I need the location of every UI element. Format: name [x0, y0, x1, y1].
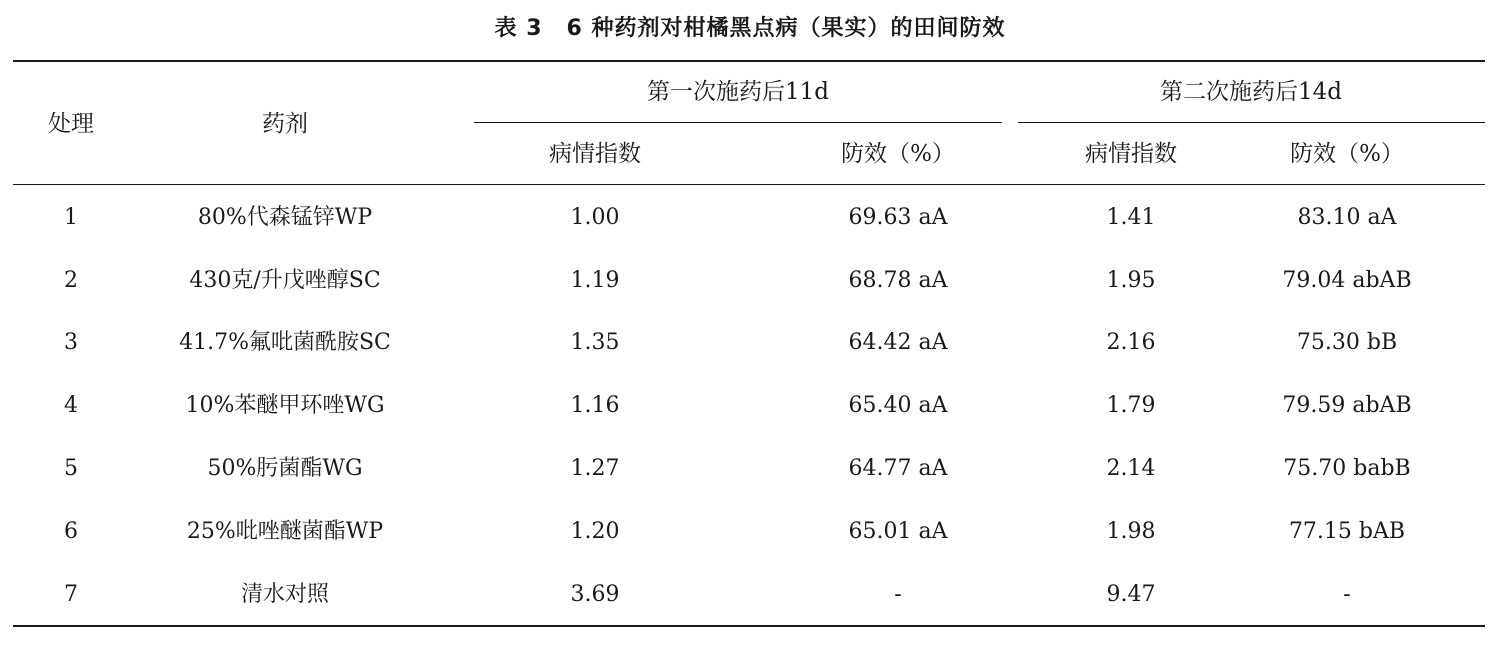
- row2-effect-second: 79.04 abAB: [1282, 268, 1412, 293]
- row3-index-first: 1.35: [570, 330, 620, 355]
- row7-index-first: 3.69: [570, 582, 620, 607]
- row2-index-first: 1.19: [570, 268, 620, 293]
- header-group-first: 第一次施药后11d: [647, 79, 829, 105]
- header-treatment: 处理: [48, 111, 94, 137]
- row7-treatment: 7: [64, 582, 78, 607]
- row3-effect-second: 75.30 bB: [1296, 330, 1398, 355]
- row6-agent: 25%吡唑醚菌酯WP: [186, 519, 384, 544]
- row1-index-second: 1.41: [1106, 205, 1156, 230]
- row7-effect-second: -: [1343, 582, 1351, 607]
- row4-index-first: 1.16: [570, 393, 620, 418]
- group2-underline: [1018, 122, 1485, 123]
- row5-index-second: 2.14: [1106, 456, 1156, 481]
- row1-effect-first: 69.63 aA: [848, 205, 948, 230]
- row6-index-second: 1.98: [1106, 519, 1156, 544]
- row3-treatment: 3: [64, 330, 78, 355]
- table-top-rule: [13, 60, 1485, 62]
- row3-agent: 41.7%氟吡菌酰胺SC: [179, 330, 391, 355]
- row7-agent: 清水对照: [240, 582, 330, 607]
- row5-index-first: 1.27: [570, 456, 620, 481]
- row2-agent: 430克/升戊唑醇SC: [189, 268, 381, 293]
- row5-agent: 50%肟菌酯WG: [207, 456, 363, 481]
- header-bottom-rule: [13, 184, 1485, 185]
- row1-treatment: 1: [64, 205, 78, 230]
- row6-treatment: 6: [64, 519, 78, 544]
- row4-treatment: 4: [64, 393, 78, 418]
- group1-underline: [474, 122, 1002, 123]
- header-group-second: 第二次施药后14d: [1160, 79, 1342, 105]
- row4-effect-first: 65.40 aA: [848, 393, 948, 418]
- row5-effect-second: 75.70 babB: [1283, 456, 1411, 481]
- row2-index-second: 1.95: [1106, 268, 1156, 293]
- header-effect-second: 防效（%）: [1290, 141, 1404, 167]
- table-bottom-rule: [13, 625, 1485, 627]
- row7-index-second: 9.47: [1106, 582, 1156, 607]
- row6-effect-second: 77.15 bAB: [1288, 519, 1406, 544]
- row3-effect-first: 64.42 aA: [848, 330, 948, 355]
- row2-treatment: 2: [64, 268, 78, 293]
- row2-effect-first: 68.78 aA: [848, 268, 948, 293]
- row5-effect-first: 64.77 aA: [848, 456, 948, 481]
- row4-index-second: 1.79: [1106, 393, 1156, 418]
- row3-index-second: 2.16: [1106, 330, 1156, 355]
- header-index-first: 病情指数: [549, 141, 641, 167]
- header-agent: 药剂: [262, 111, 308, 137]
- table-title: 6 种药剂对柑橘黑点病（果实）的田间防效: [566, 16, 1006, 41]
- row4-effect-second: 79.59 abAB: [1282, 393, 1412, 418]
- row1-effect-second: 83.10 aA: [1297, 205, 1397, 230]
- row6-effect-first: 65.01 aA: [848, 519, 948, 544]
- table-caption: [0, 14, 1500, 44]
- header-index-second: 病情指数: [1085, 141, 1177, 167]
- row4-agent: 10%苯醚甲环唑WG: [185, 393, 385, 418]
- table-number: 表 3: [494, 16, 543, 41]
- row1-agent: 80%代森锰锌WP: [197, 205, 373, 230]
- row6-index-first: 1.20: [570, 519, 620, 544]
- row1-index-first: 1.00: [570, 205, 620, 230]
- row7-effect-first: -: [894, 582, 902, 607]
- row5-treatment: 5: [64, 456, 78, 481]
- header-effect-first: 防效（%）: [841, 141, 955, 167]
